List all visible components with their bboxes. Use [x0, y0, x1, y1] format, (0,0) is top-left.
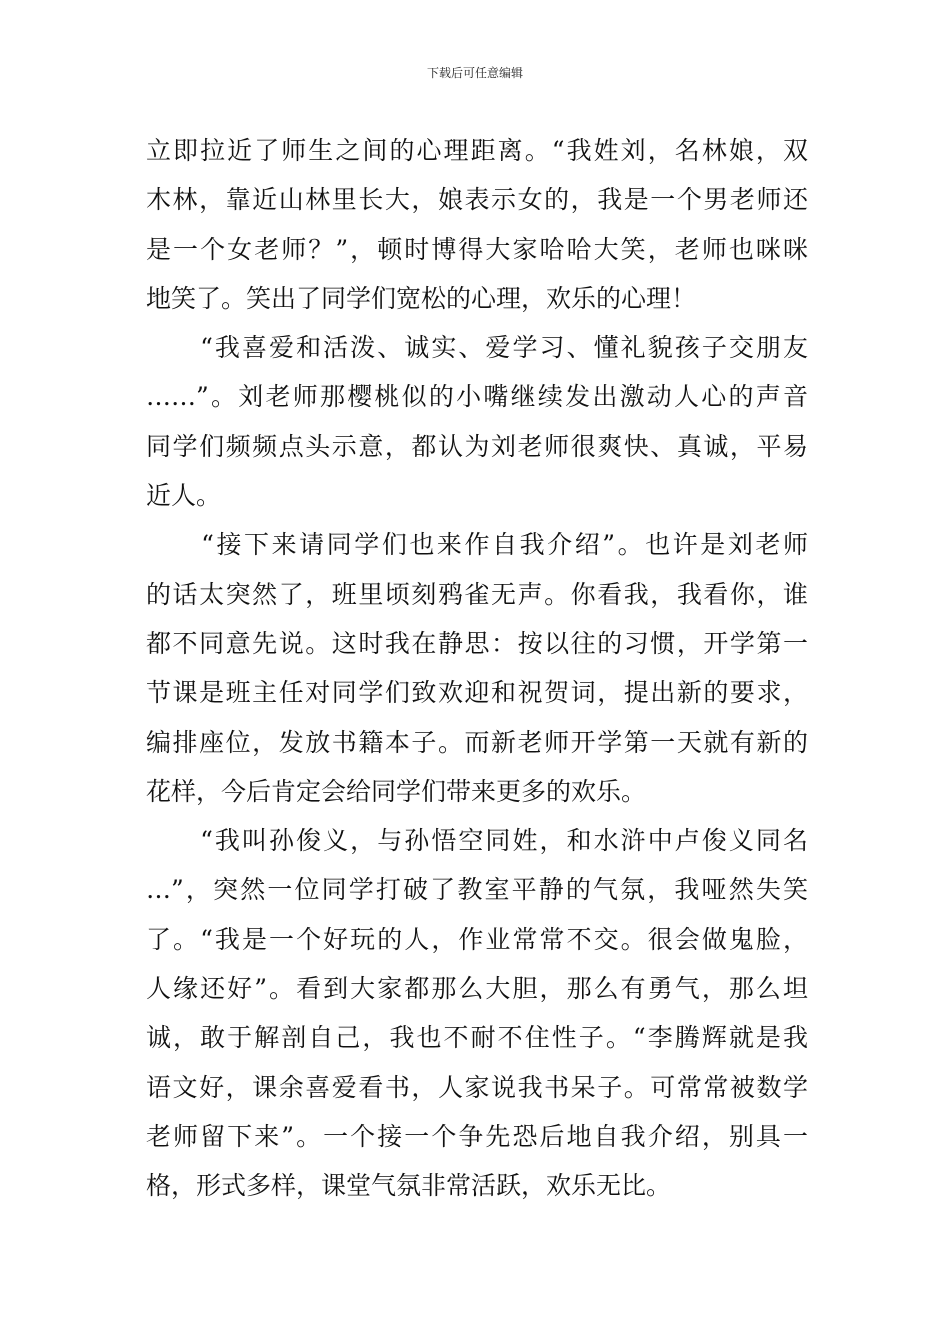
page-header: 下载后可任意编辑 [426, 66, 523, 80]
text-line: “我喜爱和活泼、诚实、爱学习、懂礼貌孩子交朋友 [146, 333, 808, 363]
text-line: “我叫孙俊义，与孙悟空同姓，和水浒中卢俊义同名 [146, 826, 808, 856]
text-line: 的话太突然了，班里顷刻鸦雀无声。你看我，我看你，谁 [146, 579, 808, 609]
text-line: 格，形式多样，课堂气氛非常活跃，欢乐无比。 [146, 1171, 672, 1201]
text-line: 节课是班主任对同学们致欢迎和祝贺词，提出新的要求， [146, 678, 808, 708]
text-line: 老师留下来”。一个接一个争先恐后地自我介绍，别具一 [146, 1121, 808, 1151]
text-line: 编排座位，发放书籍本子。而新老师开学第一天就有新的 [146, 727, 808, 757]
text-line: 近人。 [146, 481, 222, 511]
text-line: 诚，敢于解剖自己，我也不耐不住性子。“李腾辉就是我 [146, 1023, 808, 1053]
text-line: 花样，今后肯定会给同学们带来更多的欢乐。 [146, 776, 647, 806]
body-text [146, 126, 808, 1211]
text-line: …”，突然一位同学打破了教室平静的气氛，我哑然失笑 [146, 875, 808, 905]
text-line: 立即拉近了师生之间的心理距离。“我姓刘，名林娘，双 [146, 136, 808, 165]
text-line: 语文好，课余喜爱看书，人家说我书呆子。可常常被数学 [146, 1072, 808, 1102]
text-line: “接下来请同学们也来作自我介绍”。也许是刘老师 [146, 530, 808, 560]
text-line: ……”。刘老师那樱桃似的小嘴继续发出激动人心的声音 [146, 382, 808, 412]
text-line: 木林，靠近山林里长大，娘表示女的，我是一个男老师还 [146, 185, 808, 215]
text-line: 是一个女老师？”，顿时博得大家哈哈大笑，老师也咪咪 [146, 234, 808, 264]
text-line: 都不同意先说。这时我在静思：按以往的习惯，开学第一 [146, 628, 808, 658]
text-line: 了。“我是一个好玩的人，作业常常不交。很会做鬼脸， [146, 924, 808, 954]
text-line: 人缘还好”。看到大家都那么大胆，那么有勇气，那么坦 [146, 974, 808, 1004]
text-line: 同学们频频点头示意，都认为刘老师很爽快、真诚，平易 [146, 431, 808, 461]
text-line: 地笑了。笑出了同学们宽松的心理，欢乐的心理！ [146, 283, 697, 313]
